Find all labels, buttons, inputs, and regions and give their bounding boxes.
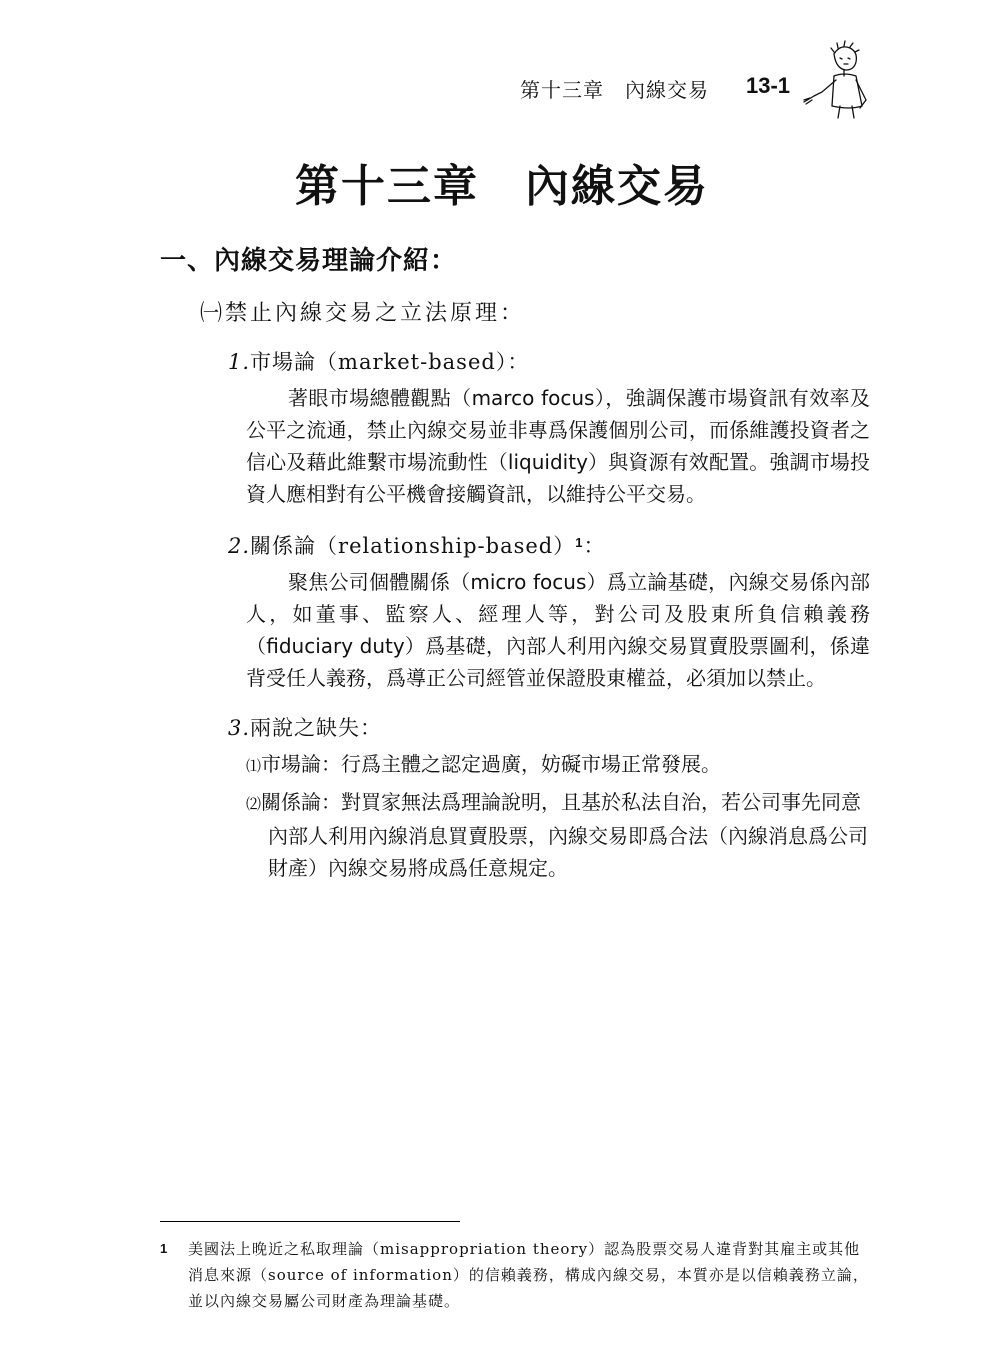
theory-label-suffix: ： bbox=[583, 534, 606, 558]
list-marker: ⑵ bbox=[246, 795, 262, 813]
theory-number: 2. bbox=[228, 534, 251, 558]
section-heading: 一、內線交易理論介紹： bbox=[160, 246, 458, 276]
footnote-text: 美國法上晚近之私取理論（misappropriation theory）認為股票交易人違背對其雇主或其他消息來源（source of information）的信賴義務，構成內線交易，本質亦是以信賴義務立論，並以內線交易屬公司財產為理論基礎。 bbox=[188, 1240, 869, 1310]
theory-paragraph-relationship: 聚焦公司個體關係（micro focus）爲立論基礎，內線交易係內部人，如董事、監察人、經理人等，對公司及股東所負信賴義務（fiduciary duty）爲基礎，內部人利用內線交易買賣股票圖利，係違背受任人義務，爲導正公司經管並保證股東權益，必須加以禁止。 bbox=[246, 570, 870, 690]
theory-number: 1. bbox=[228, 350, 251, 374]
theory-number: 3. bbox=[228, 716, 251, 740]
footnote-divider bbox=[160, 1221, 460, 1222]
subsection-heading: ㈠禁止內線交易之立法原理： bbox=[200, 301, 526, 326]
list-item-text: 關係論：對買家無法爲理論說明，且基於私法自治，若公司事先同意內部人利用內線消息買賣股票，內線交易即爲合法（內線消息爲公司財產）內線交易將成爲任意規定。 bbox=[261, 790, 868, 880]
list-item bbox=[246, 786, 870, 884]
theory-label: 市場論（market-based）： bbox=[250, 350, 530, 374]
footnote-mark: 1 bbox=[160, 1241, 169, 1256]
footnote bbox=[160, 1236, 872, 1314]
theory-heading-shortcomings bbox=[228, 712, 382, 742]
footnote-reference[interactable]: 1 bbox=[575, 535, 584, 550]
theory-heading-market bbox=[228, 346, 529, 376]
page-number: 13-1 bbox=[746, 73, 791, 98]
theory-label: 關係論（relationship-based） bbox=[250, 534, 576, 558]
theory-paragraph-market: 著眼市場總體觀點（marco focus），強調保護市場資訊有效率及公平之流通，禁止內線交易並非專爲保護個別公司，而係維護投資者之信心及藉此維繫市場流動性（liquidity）與資源有效配置。強調市場投資人應相對有公平機會接觸資訊，以維持公平交易。 bbox=[246, 386, 870, 506]
header-chapter-label: 第十三章 內線交易 bbox=[520, 78, 709, 102]
list-marker: ⑴ bbox=[246, 757, 262, 775]
theory-heading-relationship bbox=[228, 530, 605, 560]
mascot-illustration bbox=[800, 40, 878, 120]
list-item-text: 市場論：行爲主體之認定過廣，妨礙市場正常發展。 bbox=[261, 752, 722, 776]
chapter-title: 第十三章 內線交易 bbox=[295, 161, 709, 212]
theory-label: 兩說之缺失： bbox=[250, 716, 383, 740]
running-header bbox=[520, 74, 810, 104]
list-item bbox=[246, 748, 870, 782]
